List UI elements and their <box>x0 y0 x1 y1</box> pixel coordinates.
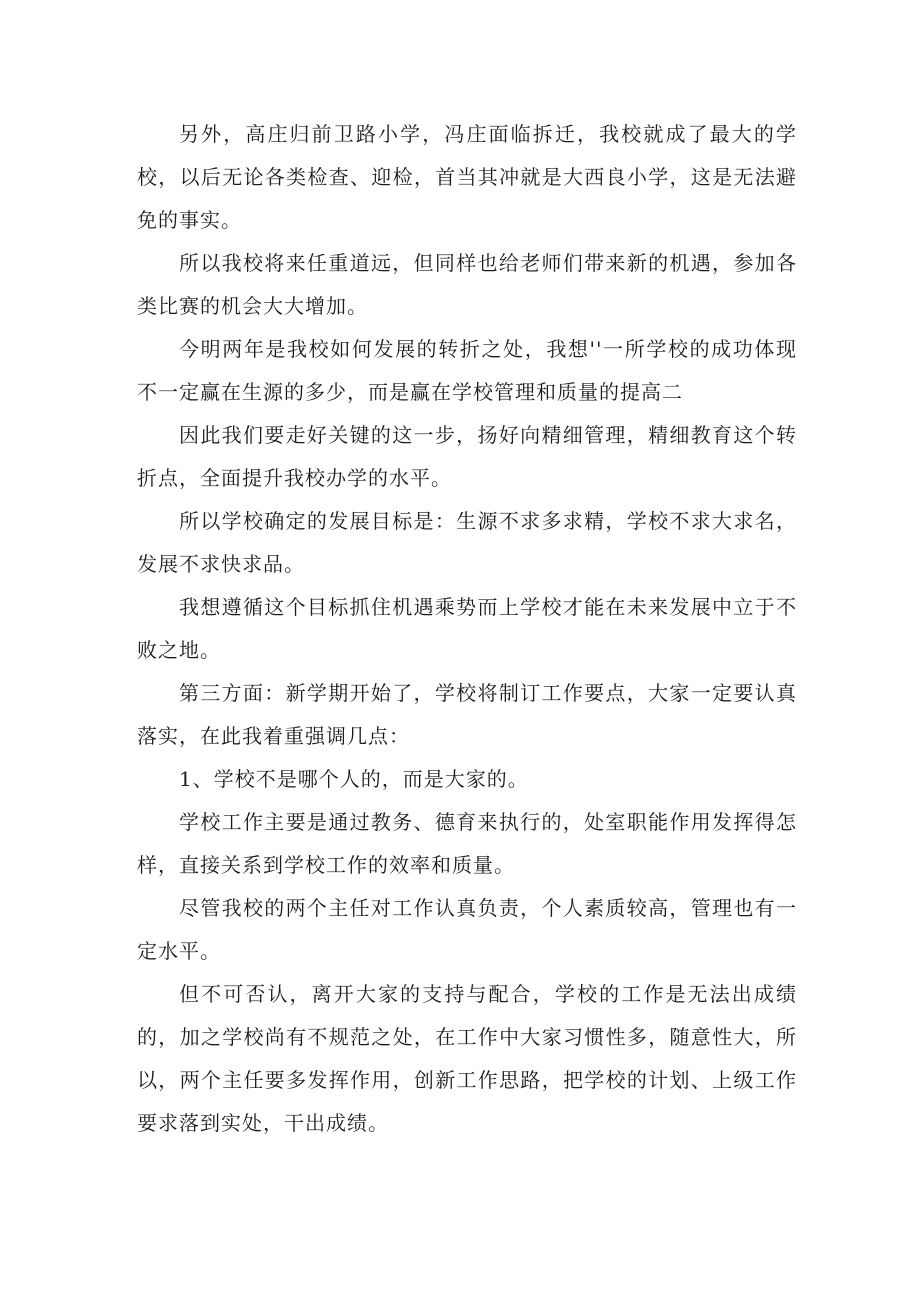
paragraph: 因此我们要走好关键的这一步，扬好向精细管理，精细教育这个转折点，全面提升我校办学的水平。 <box>137 423 797 490</box>
paragraph: 今明两年是我校如何发展的转折之处，我想''一所学校的成功体现不一定赢在生源的多少，而是赢在学校管理和质量的提高二 <box>137 337 797 404</box>
paragraph: 但不可否认，离开大家的支持与配合，学校的工作是无法出成绩的，加之学校尚有不规范之处，在工作中大家习惯性多，随意性大，所以，两个主任要多发挥作用，创新工作思路，把学校的计划、上级工作要求落到实处，干出成绩。 <box>137 982 797 1135</box>
paragraph: 所以我校将来任重道远，但同样也给老师们带来新的机遇，参加各类比赛的机会大大增加。 <box>137 251 797 318</box>
paragraph: 另外，高庄归前卫路小学，冯庄面临拆迁，我校就成了最大的学校，以后无论各类检查、迎检，首当其冲就是大西良小学，这是无法避免的事实。 <box>137 122 797 232</box>
paragraph: 学校工作主要是通过教务、德育来执行的，处室职能作用发挥得怎样，直接关系到学校工作的效率和质量。 <box>137 810 797 877</box>
paragraph: 1、学校不是哪个人的，而是大家的。 <box>179 767 529 791</box>
paragraph: 所以学校确定的发展目标是：生源不求多求精，学校不求大求名，发展不求快求品。 <box>137 509 797 576</box>
document-body <box>137 113 797 1145</box>
paragraph: 尽管我校的两个主任对工作认真负责，个人素质较高，管理也有一定水平。 <box>137 896 797 963</box>
paragraph: 第三方面：新学期开始了，学校将制订工作要点，大家一定要认真落实，在此我着重强调几点： <box>137 681 797 748</box>
paragraph: 我想遵循这个目标抓住机遇乘势而上学校才能在未来发展中立于不败之地。 <box>137 595 797 662</box>
